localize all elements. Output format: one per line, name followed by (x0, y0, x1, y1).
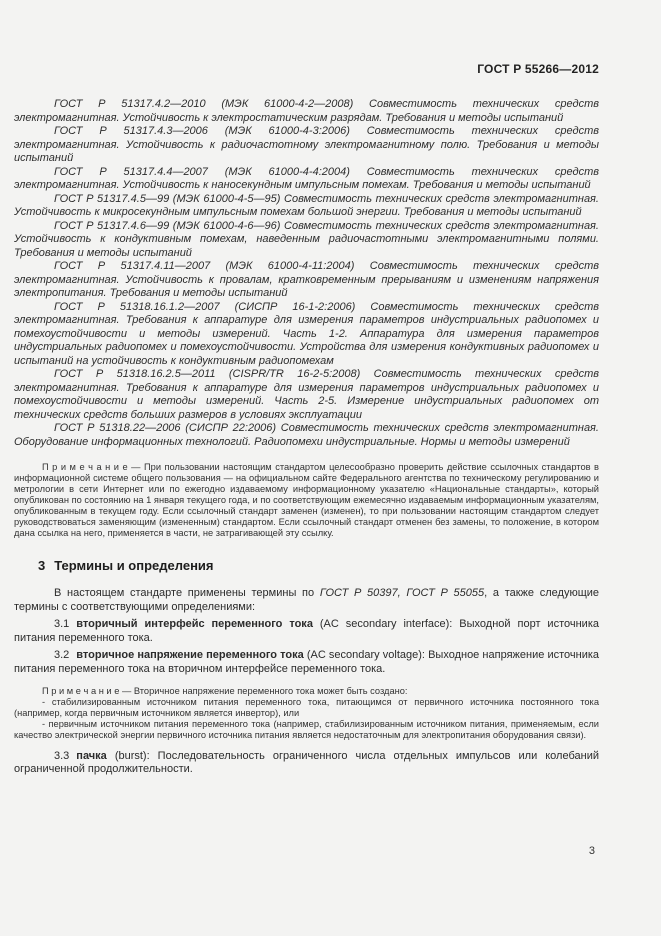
reference-item: ГОСТ Р 51318.16.2.5—2011 (CISPR/TR 16-2-5:2008) Совместимость технических средств электромагнитная. Требования к аппаратуре для измерения параметров индустриальных радиопомех и помехоустойчивости и методы измерений. Часть 2-5. Измерение индустриальных радиопомех от технических средств больших размеров в условиях эксплуатации (14, 368, 599, 421)
running-header: ГОСТ Р 55266—2012 (477, 62, 599, 76)
reference-item: ГОСТ Р 51317.4.2—2010 (МЭК 61000-4-2—2008) Совместимость технических средств электромагнитная. Устойчивость к электростатическим разрядам. Требования и методы испытаний (14, 98, 599, 124)
note-label: П р и м е ч а н и е (42, 462, 128, 472)
term-definition (14, 618, 599, 645)
term-number: 3.1 (54, 618, 70, 631)
voltage-note-item: - первичным источником питания переменного тока (например, стабилизированным источником питания, применяемым, если качество электрической энергии первичного источника питания является недостаточным для электропитания оборудования связи). (14, 718, 599, 740)
section-title: Термины и определения (54, 558, 214, 573)
reference-item: ГОСТ Р 51317.4.6—99 (МЭК 61000-4-6—96) Совместимость технических средств электромагнитная. Устойчивость к кондуктивным помехам, наведенным радиочастотными электромагнитными полями. Требования и методы испытаний (14, 219, 599, 259)
references-note (14, 462, 599, 539)
term-text: (AC secondary voltage): Выходное напряжение источника питания переменного тока на вторичном интерфейсе переменного тока. (14, 649, 600, 675)
reference-item: ГОСТ Р 51318.22—2006 (СИСПР 22:2006) Совместимость технических средств электромагнитная. Оборудование информационных технологий. Радиопомехи индустриальные. Нормы и методы измерений (14, 422, 599, 448)
reference-item: ГОСТ Р 51318.16.1.2—2007 (СИСПР 16-1-2:2006) Совместимость технических средств электромагнитная. Требования к аппаратуре для измерения параметров индустриальных радиопомех и помехоустойчивости и методы измерений. Часть 1-2. Аппаратура для измерения параметров индустриальных радиопомех и помехоустойчивости. Устройства для измерения кондуктивных радиопомех и испытаний на устойчивость к кондуктивным радиопомехам (14, 300, 599, 367)
reference-item: ГОСТ Р 51317.4.3—2006 (МЭК 61000-4-3:2006) Совместимость технических средств электромагнитная. Устойчивость к радиочастотному электромагнитному полю. Требования и методы испытаний (14, 125, 599, 164)
reference-item: ГОСТ Р 51317.4.11—2007 (МЭК 61000-4-11:2004) Совместимость технических средств электромагнитная. Устойчивость к провалам, кратковременным прерываниям и изменениям напряжения электропитания. Требования и методы испытаний (14, 260, 599, 299)
term-number: 3.3 (54, 749, 70, 762)
voltage-note-intro (14, 686, 599, 697)
voltage-note (14, 686, 599, 741)
note-label: П р и м е ч а н и е (42, 685, 120, 696)
term-text: (AC secondary interface): Выходной порт источника питания переменного тока. (14, 618, 599, 644)
term-definition (14, 649, 599, 676)
terms-intro (14, 587, 599, 614)
page-number: 3 (588, 845, 595, 857)
note-body: — Вторичное напряжение переменного тока может быть создано: (121, 685, 408, 696)
references-note-text (14, 462, 599, 539)
term-name: вторичный интерфейс переменного тока (76, 618, 313, 631)
term-name: вторичное напряжение переменного тока (76, 649, 304, 662)
note-body: — При пользовании настоящим стандартом целесообразно проверить действие ссылочных стандартов в информационной системе общего пользования — на официальном сайте Федерального агентства по техническому регулированию и метрологии в сети Интернет или по ежегодно издаваемому информационному указателю «Национальные стандарты», который опубликован по состоянию на 1 января текущего года, и по соответствующим ежемесячно издаваемым информационным указателям, опубликованным в текущем году. Если ссылочный стандарт заменен (изменен), то при пользовании настоящим стандартом следует руководствоваться заменяющим (измененным) стандартом. Если ссылочный стандарт отменен без замены, то положение, в котором дана ссылка на него, применяется в части, не затрагивающей эту ссылку. (14, 462, 599, 538)
page-content (14, 98, 599, 777)
reference-item: ГОСТ Р 51317.4.5—99 (МЭК 61000-4-5—95) Совместимость технических средств электромагнитная. Устойчивость к микросекундным импульсным помехам большой энергии. Требования и методы испытаний (14, 192, 599, 218)
section-number: 3 (38, 558, 46, 573)
terms-intro-before: В настоящем стандарте применены термины по (54, 587, 320, 599)
term-number: 3.2 (54, 649, 70, 662)
section-heading (14, 558, 599, 573)
term-name: пачка (76, 749, 107, 762)
term-definition (14, 750, 599, 777)
terms-intro-standards: ГОСТ Р 50397, ГОСТ Р 55055 (319, 587, 485, 599)
terms-intro-after: , а также следующие термины с соответствующими определениями: (14, 587, 600, 613)
voltage-note-item: - стабилизированным источником питания переменного тока, питающимся от первичного источника постоянного тока (например, когда первичным источником является инвертор), или (14, 696, 599, 718)
reference-item: ГОСТ Р 51317.4.4—2007 (МЭК 61000-4-4:2004) Совместимость технических средств электромагнитная. Устойчивость к наносекундным импульсным помехам. Требования и методы испытаний (14, 165, 599, 191)
term-text: (burst): Последовательность ограниченного числа отдельных импульсов или колебаний ограниченной продолжительности. (14, 749, 599, 776)
